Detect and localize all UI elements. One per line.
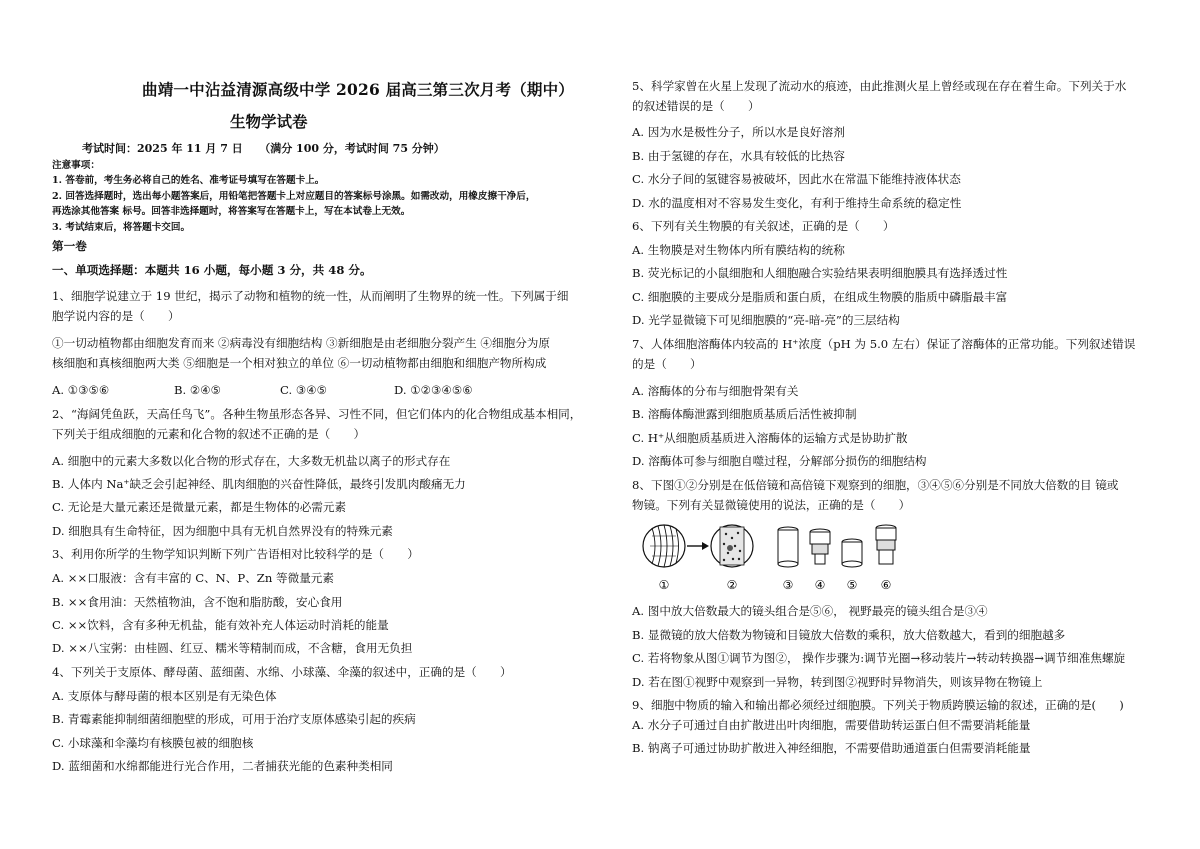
note-item: 1. 答卷前，考生务必将自己的姓名、准考证号填写在答题卡上。 <box>52 175 325 187</box>
q8-option-c: C. 若将物象从图①调节为图②， 操作步骤为:调节光圈→移动装片→转动转换器→调节细准焦螺旋 <box>632 651 1126 665</box>
q7-stem: 7、人体细胞溶酶体内较高的 H⁺浓度（pH 为 5.0 左右）保证了溶酶体的正常功能。下列叙述错误 <box>632 337 1136 351</box>
q7-stem: 的是（ ） <box>632 357 702 371</box>
figure-label: ⑤ <box>846 578 858 592</box>
lens-4-image <box>810 529 830 564</box>
q8-option-b: B. 显微镜的放大倍数为物镜和目镜放大倍数的乘积，放大倍数越大，看到的细胞越多 <box>632 628 1066 642</box>
q6-option-d: D. 光学显微镜下可见细胞膜的“亮-暗-亮”的三层结构 <box>632 313 900 327</box>
q8-stem: 物镜。下列有关显微镜使用的说法，正确的是（ ） <box>632 498 911 512</box>
notes-heading: 注意事项： <box>52 160 100 171</box>
lens-6-image <box>876 525 896 564</box>
lens-5-image <box>842 539 862 567</box>
q2-option-b: B. 人体内 Na⁺缺乏会引起神经、肌肉细胞的兴奋性降低，最终引发肌肉酸痛无力 <box>52 477 466 491</box>
q6-option-b: B. 荧光标记的小鼠细胞和人细胞融合实验结果表明细胞膜具有选择透过性 <box>632 266 1008 280</box>
q3-option-b: B. ××食用油：天然植物油，含不饱和脂肪酸，安心食用 <box>52 595 343 609</box>
q9-stem: 9、细胞中物质的输入和输出都必须经过细胞膜。下列关于物质跨膜运输的叙述，正确的是( ) <box>632 698 1124 712</box>
figure-label: ⑥ <box>880 578 892 592</box>
note-item: 再选涂其他答案 标号。回答非选择题时，将答案写在答题卡上，写在本试卷上无效。 <box>52 206 411 218</box>
q5-option-c: C. 水分子间的氢键容易被破坏，因此水在常温下能维持液体状态 <box>632 172 961 186</box>
q3-option-c: C. ××饮料，含有多种无机盐，能有效补充人体运动时消耗的能量 <box>52 618 389 632</box>
q3-option-a: A. ××口服液：含有丰富的 C、N、P、Zn 等微量元素 <box>52 571 334 585</box>
q5-option-d: D. 水的温度相对不容易发生变化，有利于维持生命系统的稳定性 <box>632 196 962 210</box>
section-heading: 一、单项选择题：本题共 16 小题，每小题 3 分，共 48 分。 <box>52 263 372 277</box>
exam-notes <box>52 158 592 235</box>
low-power-view-image <box>643 525 685 567</box>
q7-option-a: A. 溶酶体的分布与细胞骨架有关 <box>632 384 799 398</box>
q9-option-a: A. 水分子可通过自由扩散进出叶肉细胞，需要借助转运蛋白但不需要消耗能量 <box>632 718 1031 732</box>
q4-stem: 4、下列关于支原体、酵母菌、蓝细菌、水绵、小球藻、伞藻的叙述中，正确的是（ ） <box>52 665 512 679</box>
q1-option-b: B. ②④⑤ <box>174 383 222 397</box>
q4-option-b: B. 青霉素能抑制细菌细胞壁的形成，可用于治疗支原体感染引起的疾病 <box>52 712 416 726</box>
arrow-icon <box>687 542 709 550</box>
q3-option-d: D. ××八宝粥：由桂圆、红豆、糯米等精制而成，不含糖，食用无负担 <box>52 641 413 655</box>
exam-title: 曲靖一中沾益清源高级中学 2026 届高三第三次月考（期中） <box>142 80 574 99</box>
q5-option-a: A. 因为水是极性分子，所以水是良好溶剂 <box>632 125 845 139</box>
exam-meta: 考试时间：2025 年 11 月 7 日 （满分 100 分，考试时间 75 分钟） <box>82 142 445 155</box>
q6-option-a: A. 生物膜是对生物体内所有膜结构的统称 <box>632 243 845 257</box>
q7-option-b: B. 溶酶体酶泄露到细胞质基质后活性被抑制 <box>632 407 857 421</box>
q1-stem: 胞学说内容的是（ ） <box>52 309 180 323</box>
figure-label: ③ <box>782 578 794 592</box>
q4-option-d: D. 蓝细菌和水绵都能进行光合作用，二者捕获光能的色素种类相同 <box>52 759 393 773</box>
part-heading: 第一卷 <box>52 239 87 253</box>
figure-label: ① <box>658 578 670 592</box>
q2-option-a: A. 细胞中的元素大多数以化合物的形式存在，大多数无机盐以离子的形式存在 <box>52 454 451 468</box>
q8-stem: 8、下图①②分别是在低倍镜和高倍镜下观察到的细胞，③④⑤⑥分别是不同放大倍数的目 镜或 <box>632 478 1119 492</box>
q7-option-c: C. H⁺从细胞质基质进入溶酶体的运输方式是协助扩散 <box>632 431 908 445</box>
q8-option-d: D. 若在图①视野中观察到一异物，转到图②视野时异物消失，则该异物在物镜上 <box>632 675 1043 689</box>
note-item: 3. 考试结束后，将答题卡交回。 <box>52 221 191 233</box>
q8-option-a: A. 图中放大倍数最大的镜头组合是⑤⑥， 视野最亮的镜头组合是③④ <box>632 604 988 618</box>
q6-option-c: C. 细胞膜的主要成分是脂质和蛋白质，在组成生物膜的脂质中磷脂最丰富 <box>632 290 1008 304</box>
microscope-figure <box>640 522 910 594</box>
figure-label: ④ <box>814 578 826 592</box>
q6-stem: 6、下列有关生物膜的有关叙述，正确的是（ ） <box>632 219 895 233</box>
q2-option-d: D. 细胞具有生命特征，因为细胞中具有无机自然界没有的特殊元素 <box>52 524 393 538</box>
q4-option-c: C. 小球藻和伞藻均有核膜包被的细胞核 <box>52 736 254 750</box>
q2-stem: 下列关于组成细胞的元素和化合物的叙述不正确的是（ ） <box>52 427 366 441</box>
figure-label: ② <box>726 578 738 592</box>
lens-3-image <box>778 527 798 567</box>
high-power-view-image <box>711 525 753 567</box>
q1-option-d: D. ①②③④⑤⑥ <box>394 383 473 397</box>
q1-list: 核细胞和真核细胞两大类 ⑤细胞是一个相对独立的单位 ⑥一切动植物都由细胞和细胞产物所构成 <box>52 356 547 370</box>
q9-option-b: B. 钠离子可通过协助扩散进入神经细胞，不需要借助通道蛋白但需要消耗能量 <box>632 741 1031 755</box>
note-item: 2. 回答选择题时，选出每小题答案后，用铅笔把答题卡上对应题目的答案标号涂黑。如需改动，用橡皮擦干净后， <box>52 190 536 202</box>
q7-option-d: D. 溶酶体可参与细胞自噬过程，分解部分损伤的细胞结构 <box>632 454 927 468</box>
q1-option-a: A. ①③⑤⑥ <box>52 383 110 397</box>
exam-subtitle: 生物学试卷 <box>230 112 308 131</box>
q2-option-c: C. 无论是大量元素还是微量元素，都是生物体的必需元素 <box>52 500 347 514</box>
q5-stem: 5、科学家曾在火星上发现了流动水的痕迹，由此推测火星上曾经或现在存在着生命。下列关于水 <box>632 79 1127 93</box>
q2-stem: 2、“海阔凭鱼跃，天高任鸟飞”。各种生物虽形态各异、习性不同，但它们体内的化合物组成基本相同， <box>52 407 582 421</box>
q5-stem: 的叙述错误的是（ ） <box>632 99 760 113</box>
q1-list: ①一切动植物都由细胞发育而来 ②病毒没有细胞结构 ③新细胞是由老细胞分裂产生 ④细胞分为原 <box>52 336 550 350</box>
q5-option-b: B. 由于氢键的存在，水具有较低的比热容 <box>632 149 845 163</box>
q3-stem: 3、利用你所学的生物学知识判断下列广告语相对比较科学的是（ ） <box>52 547 419 561</box>
q1-stem: 1、细胞学说建立于 19 世纪，揭示了动物和植物的统一性，从而阐明了生物界的统一性。下列属于细 <box>52 289 569 303</box>
q1-option-c: C. ③④⑤ <box>280 383 328 397</box>
q4-option-a: A. 支原体与酵母菌的根本区别是有无染色体 <box>52 689 277 703</box>
